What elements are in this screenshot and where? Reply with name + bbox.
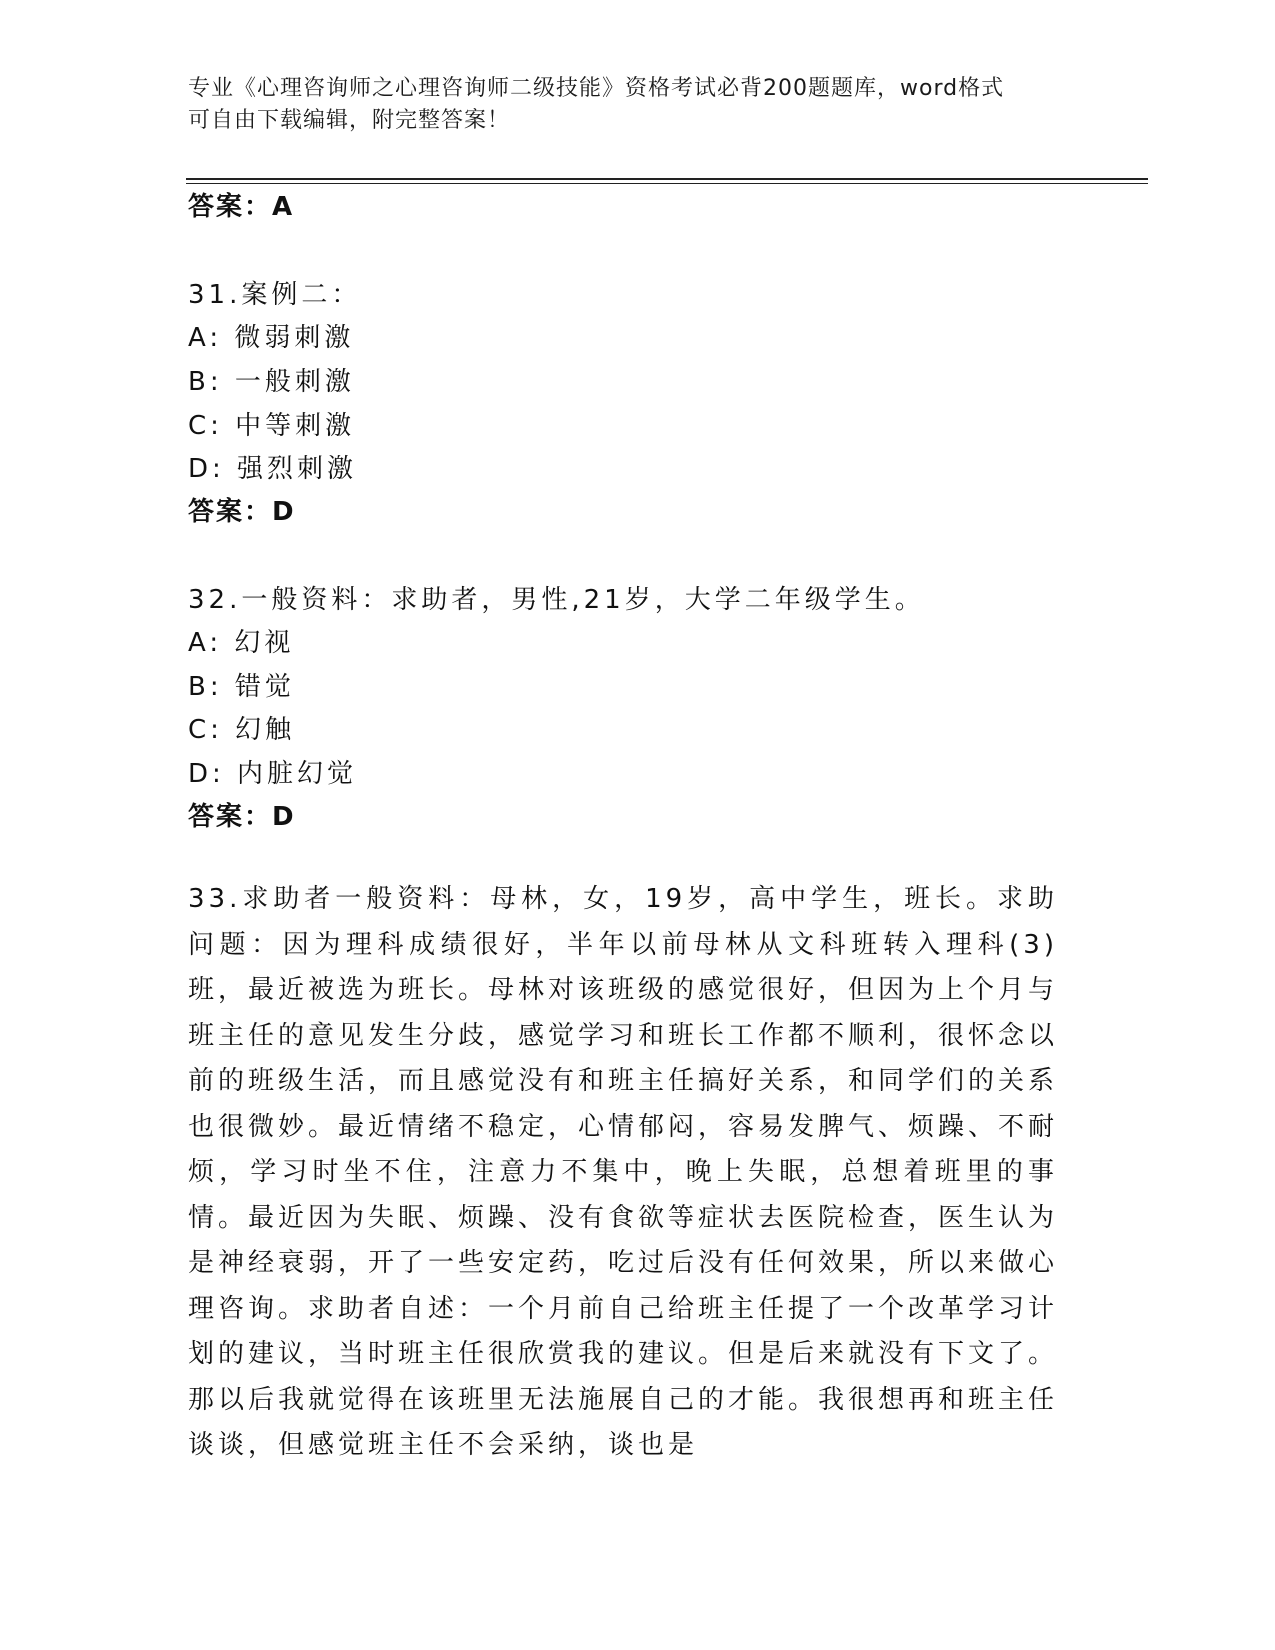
header-line-1: 专业《心理咨询师之心理咨询师二级技能》资格考试必背200题题库，word格式 (188, 76, 1005, 101)
answer-line: 答案：D (188, 802, 296, 832)
question-stem: 32.一般资料：求助者，男性,21岁，大学二年级学生。 (188, 585, 925, 615)
option-c: C: 幻触 (188, 715, 296, 745)
option-c: C: 中等刺激 (188, 411, 356, 441)
option-d: D: 内脏幻觉 (188, 759, 358, 789)
question-stem-long: 33.求助者一般资料：母林，女，19岁，高中学生，班长。求助问题：因为理科成绩很好，半年以前母林从文科班转入理科(3)班，最近被选为班长。母林对该班级的感觉很好，但因为上个月与班主任的意见发生分歧，感觉学习和班长工作都不顺利，很怀念以前的班级生活，而且感觉没有和班主任搞好关系，和同学们的关系也很微妙。最近情绪不稳定，心情郁闷，容易发脾气、烦躁、不耐烦，学习时坐不住，注意力不集中，晚上失眠，总想着班里的事情。最近因为失眠、烦躁、没有食欲等症状去医院检查，医生认为是神经衰弱，开了一些安定药，吃过后没有任何效果，所以来做心理咨询。求助者自述：一个月前自己给班主任提了一个改革学习计划的建议，当时班主任很欣赏我的建议。但是后来就没有下文了。那以后我就觉得在该班里无法施展自己的才能。我很想再和班主任谈谈，但感觉班主任不会采纳，谈也是 (188, 884, 1059, 1460)
answer-line: 答案：A (188, 192, 295, 222)
question-stem: 31.案例二： (188, 280, 362, 310)
option-b: B: 一般刺激 (188, 367, 355, 397)
option-b: B: 错觉 (188, 672, 295, 702)
option-a: A: 微弱刺激 (188, 323, 355, 353)
header-line-2: 可自由下载编辑，附完整答案！ (188, 108, 511, 133)
answer-line: 答案：D (188, 497, 296, 527)
option-d: D: 强烈刺激 (188, 454, 358, 484)
header-divider (186, 178, 1148, 180)
header-divider-thin (186, 183, 1148, 184)
document-header (188, 73, 1068, 137)
option-a: A: 幻视 (188, 628, 295, 658)
